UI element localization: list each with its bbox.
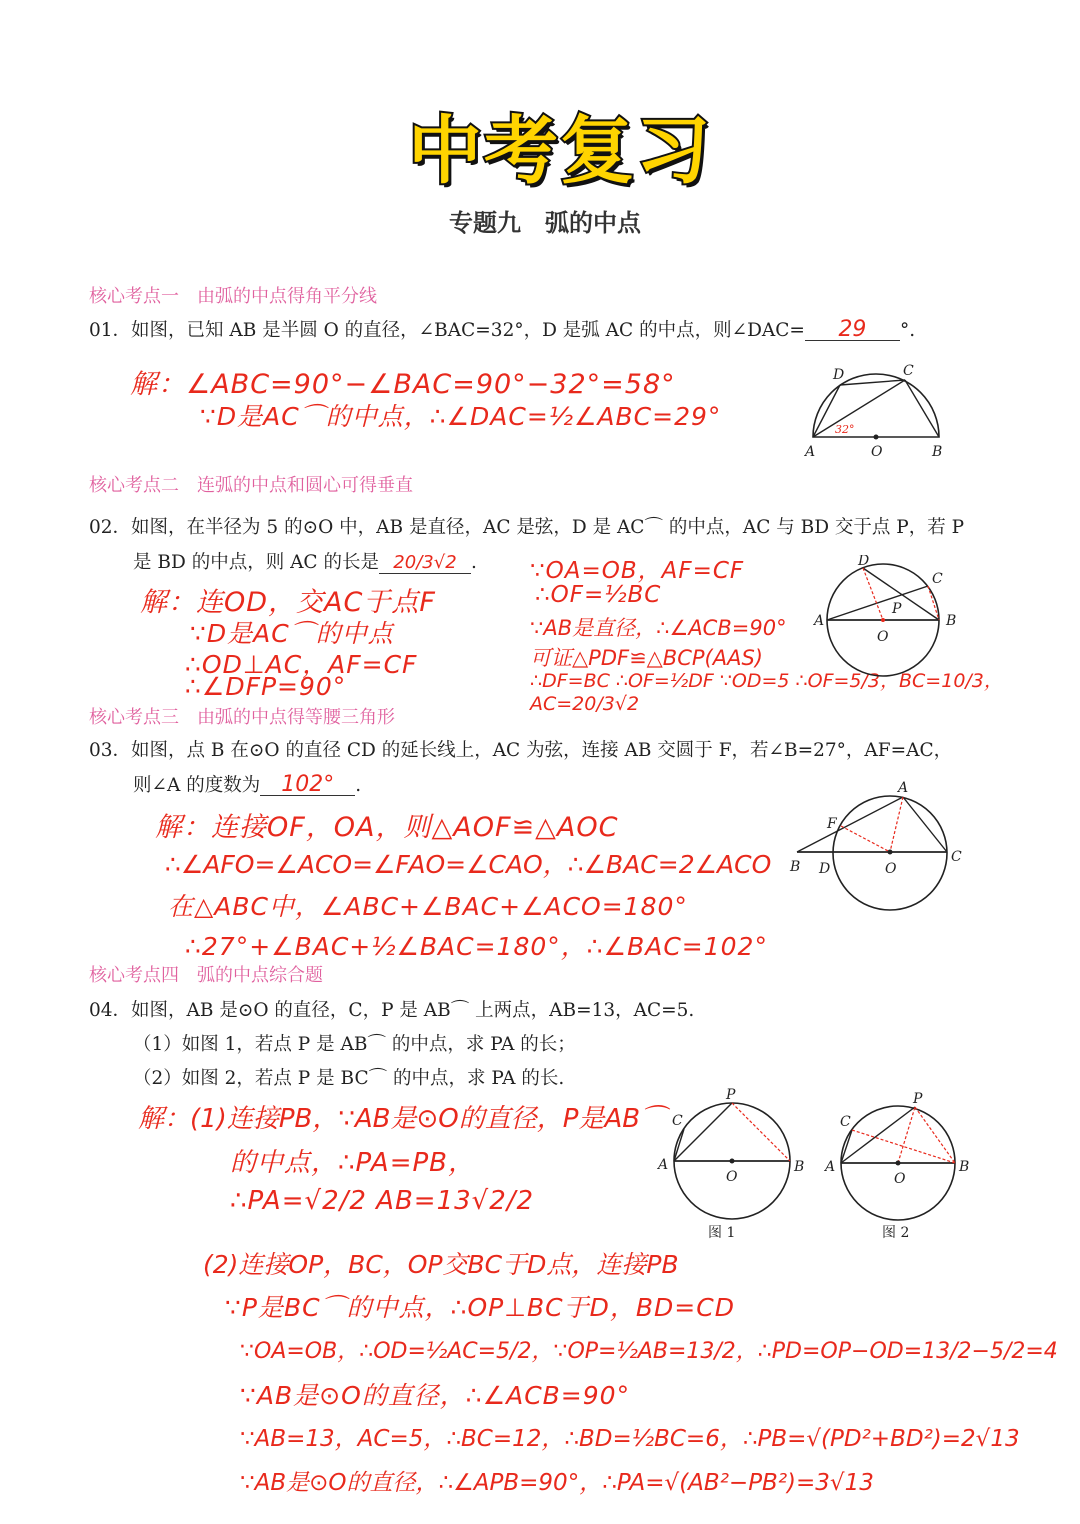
solution-line: ∵D是AC⌒的中点，∴∠DAC=½∠ABC=29° <box>200 402 722 431</box>
question-suffix: . <box>355 775 362 796</box>
section-heading: 核心考点一 由弧的中点得角平分线 <box>89 286 377 307</box>
diagram-label: B <box>790 859 801 875</box>
diagram-label: O <box>726 1169 738 1185</box>
diagram-label: B <box>932 444 943 460</box>
question-4-line-1: 04．如图，AB 是⊙O 的直径，C，P 是 AB⌒ 上两点，AB=13，AC=5. <box>89 1000 695 1021</box>
diagram-label: P <box>726 1087 736 1103</box>
solution-line: 解：∠ABC=90°−∠BAC=90°−32°=58° <box>130 369 676 400</box>
answer-blank: 29 <box>805 320 900 341</box>
diagram-label: A <box>814 613 825 629</box>
solution-line: ∵P是BC⌒的中点，∴OP⊥BC于D，BD=CD <box>225 1293 735 1322</box>
solution-line: ∵D是AC⌒的中点 <box>190 619 394 648</box>
diagram-figure-2 <box>820 1088 980 1253</box>
question-1 <box>89 316 915 342</box>
answer-blank: 102° <box>260 775 355 796</box>
diagram-label: A <box>658 1157 669 1173</box>
solution-line: ∵AB是⊙O的直径，∴∠ACB=90° <box>240 1381 631 1410</box>
question-2-line-2 <box>133 548 477 574</box>
figure-caption: 图 1 <box>708 1225 736 1241</box>
solution-line: 解：(1)连接PB，∵AB是⊙O的直径，P是AB⌒ <box>138 1104 667 1134</box>
solution-line: ∵AB是⊙O的直径，∴∠APB=90°，∴PA=√(AB²−PB²)=3√13 <box>240 1470 874 1496</box>
section-heading: 核心考点二 连弧的中点和圆心可得垂直 <box>89 475 413 496</box>
section-heading: 核心考点三 由弧的中点得等腰三角形 <box>89 707 395 728</box>
solution-line: ∵AB=13，AC=5，∴BC=12，∴BD=½BC=6，∴PB=√(PD²+BD²)=2√13 <box>240 1426 1020 1452</box>
solution-line: ∴OD⊥AC，AF=CF <box>185 650 418 679</box>
diagram-label: D <box>833 367 845 383</box>
diagram-label: A <box>805 444 816 460</box>
diagram-label: C <box>840 1114 851 1130</box>
solution-line: 可证△PDF≌△BCP(AAS) <box>530 646 763 670</box>
question-suffix: . <box>470 552 477 573</box>
diagram-label: D <box>819 861 831 877</box>
solution-line: ∴∠AFO=∠ACO=∠FAO=∠CAO，∴∠BAC=2∠ACO <box>165 850 772 879</box>
question-3-line-1: 03．如图，点 B 在⊙O 的直径 CD 的延长线上，AC 为弦，连接 AB 交圆于 F，若∠B=27°，AF=AC， <box>89 740 953 761</box>
diagram-circle-q3 <box>785 775 975 920</box>
diagram-label: B <box>959 1159 970 1175</box>
diagram-label: O <box>894 1171 906 1187</box>
solution-line: 解：连OD，交AC于点F <box>140 587 436 618</box>
diagram-label: C <box>951 849 962 865</box>
diagram-label: C <box>903 363 914 379</box>
diagram-label: 32° <box>835 423 855 436</box>
question-4-part-2: （2）如图 2，若点 P 是 BC⌒ 的中点，求 PA 的长. <box>133 1068 565 1089</box>
solution-line: ∴OF=½BC <box>535 582 662 608</box>
topic-subtitle: 专题九 弧的中点 <box>449 208 641 237</box>
solution-line: ∵OA=OB，∴OD=½AC=5/2，∵OP=½AB=13/2，∴PD=OP−OD=13/2−5/2=4 <box>240 1339 1058 1364</box>
diagram-circle-q2 <box>808 555 968 690</box>
diagram-figure-1 <box>652 1085 812 1250</box>
diagram-label: O <box>885 861 897 877</box>
question-3-line-2 <box>133 771 361 797</box>
figure-caption: 图 2 <box>882 1225 910 1241</box>
diagram-label: P <box>892 601 902 617</box>
diagram-label: O <box>877 629 889 645</box>
solution-line: ∴∠DFP=90° <box>185 672 347 701</box>
question-text: 则∠A 的度数为 <box>133 775 261 796</box>
solution-line: (2)连接OP，BC，OP交BC于D点，连接PB <box>203 1250 679 1279</box>
solution-line: ∴PA=√2/2 AB=13√2/2 <box>230 1186 535 1216</box>
solution-line: ∵AB是直径，∴∠ACB=90° <box>530 616 787 640</box>
diagram-label: P <box>913 1091 923 1107</box>
diagram-label: C <box>672 1113 683 1129</box>
diagram-label: F <box>827 816 837 832</box>
page-title: 中考复习 <box>408 108 712 194</box>
question-2-line-1: 02．如图，在半径为 5 的⊙O 中，AB 是直径，AC 是弦，D 是 AC⌒ 的中点，AC 与 BD 交于点 P，若 P <box>89 517 965 538</box>
solution-line: 在△ABC中，∠ABC+∠BAC+∠ACO=180° <box>168 892 688 921</box>
diagram-label: A <box>825 1159 836 1175</box>
question-suffix: °. <box>899 320 916 341</box>
diagram-label: B <box>794 1159 805 1175</box>
question-4-part-1: （1）如图 1，若点 P 是 AB⌒ 的中点，求 PA 的长； <box>133 1034 576 1055</box>
solution-line: 解：连接OF，OA，则△AOF≌△AOC <box>155 812 619 843</box>
diagram-label: C <box>932 571 943 587</box>
answer-blank: 20/3√2 <box>379 553 471 574</box>
diagram-label: B <box>946 613 957 629</box>
section-heading: 核心考点四 弧的中点综合题 <box>89 965 323 986</box>
diagram-label: D <box>858 555 870 569</box>
solution-line: 的中点，∴PA=PB， <box>230 1148 476 1178</box>
question-text: 01．如图，已知 AB 是半圆 O 的直径，∠BAC=32°，D 是弧 AC 的中点，则∠DAC= <box>89 320 805 341</box>
solution-line: ∴27°+∠BAC+½∠BAC=180°，∴∠BAC=102° <box>185 932 768 961</box>
question-text: 是 BD 的中点，则 AC 的长是 <box>133 552 379 573</box>
solution-line: ∴DF=BC ∴OF=½DF ∵OD=5 ∴OF=5/3，BC=10/3，AC=20/3√2 <box>530 670 1003 715</box>
solution-line: ∵OA=OB，AF=CF <box>530 558 745 584</box>
diagram-semicircle <box>795 355 955 465</box>
diagram-label: O <box>871 444 883 460</box>
diagram-label: A <box>898 780 909 796</box>
